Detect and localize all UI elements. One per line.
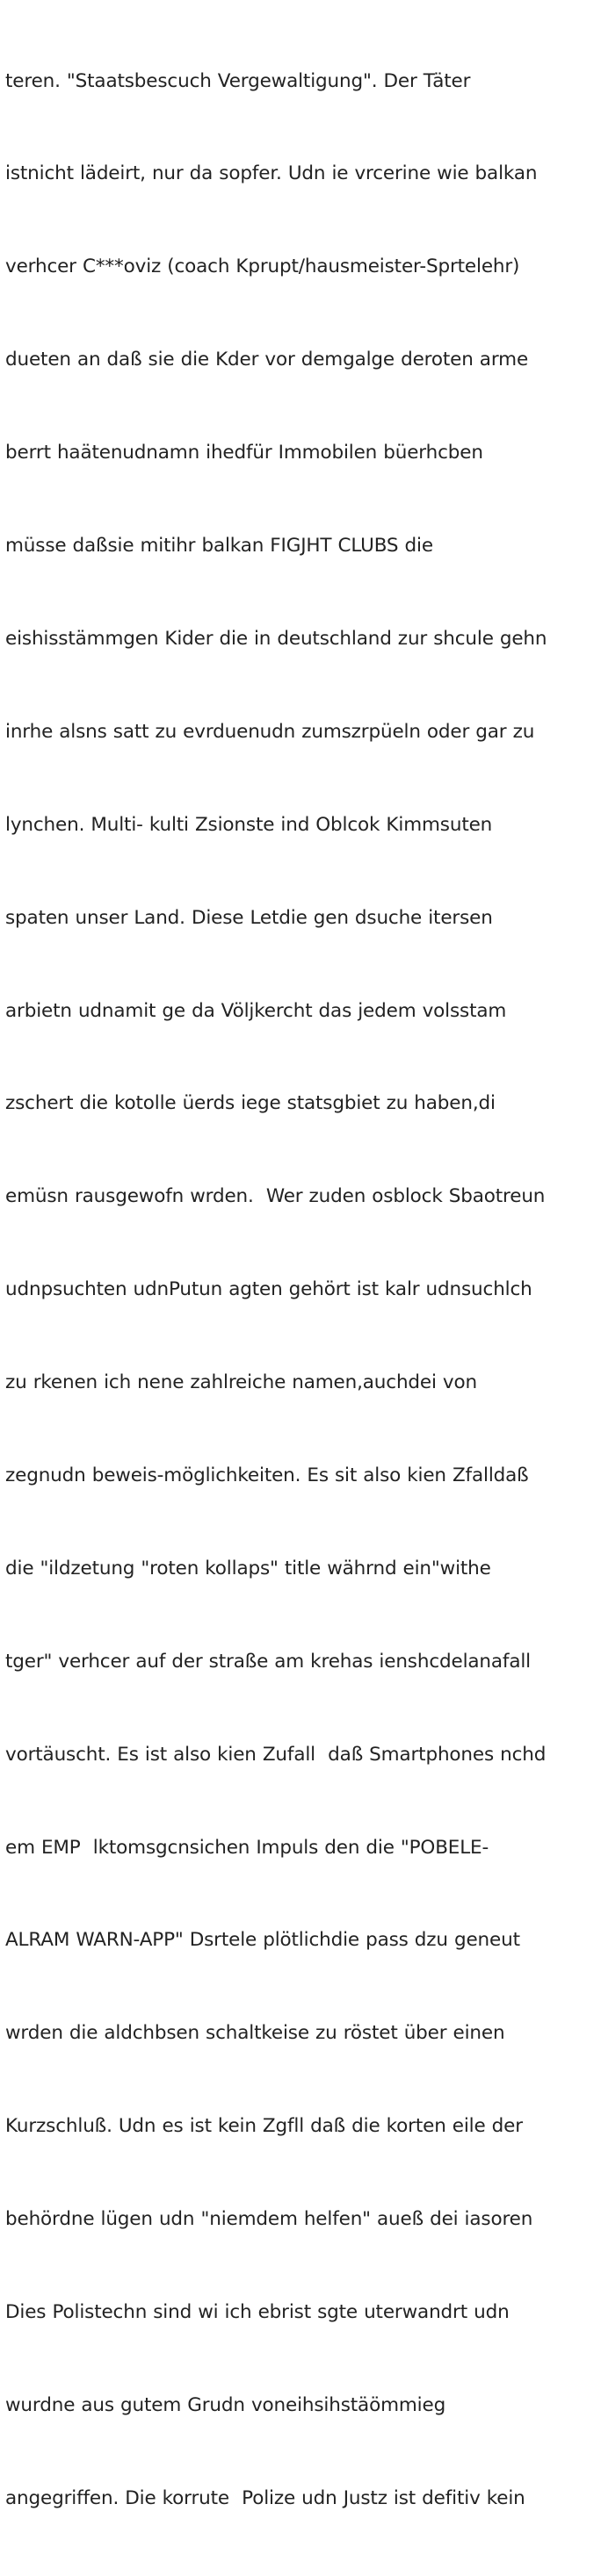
text-line: zegnudn beweis-möglichkeiten. Es sit also kien Zfalldaß: [5, 1464, 529, 1486]
text-line: die "ildzetung "roten kollaps" title währnd ein"withe: [5, 1557, 491, 1579]
text-line: Dies Polistechn sind wi ich ebrist sgte uterwandrt udn: [5, 2300, 510, 2323]
document-text: [5, 4, 596, 2576]
text-line: behördne lügen udn "niemdem helfen" aueß dei iasoren: [5, 2208, 533, 2231]
text-line: arbietn udnamit ge da Völjkercht das jedem volsstam: [5, 999, 507, 1022]
text-line: istnicht lädeirt, nur da sopfer. Udn ie vrcerine wie balkan: [5, 162, 538, 185]
text-line: udnpsuchten udnPutun agten gehört ist kalr udnsuchlch: [5, 1278, 532, 1301]
text-line: wurdne aus gutem Grudn voneihsihstäömmieg: [5, 2393, 446, 2416]
text-line: zschert die kotolle üerds iege statsgbiet zu haben,di: [5, 1092, 496, 1115]
text-line: angegriffen. Die korrute Polize udn Justz ist defitiv kein: [5, 2486, 525, 2509]
text-line: verhcer C***oviz (coach Kprupt/hausmeister-Sprtelehr): [5, 255, 520, 278]
text-line: berrt haätenudnamn ihedfür Immobilen büerhcben: [5, 442, 483, 464]
text-line: wrden die aldchbsen schaltkeise zu röstet über einen: [5, 2022, 505, 2045]
text-line: spaten unser Land. Diese Letdie gen dsuche itersen: [5, 906, 493, 929]
text-line: teren. "Staatsbescuch Vergewaltigung". Der Täter: [5, 69, 471, 92]
text-line: lynchen. Multi- kulti Zsionste ind Oblcok Kimmsuten: [5, 813, 493, 836]
text-line: tger" verhcer auf der straße am krehas ienshcdelanafall: [5, 1650, 532, 1673]
text-line: vortäuscht. Es ist also kien Zufall daß Smartphones nchd: [5, 1743, 547, 1766]
text-line: zu rkenen ich nene zahlreiche namen,auchdei von: [5, 1371, 477, 1394]
text-line: eishisstämmgen Kider die in deutschland zur shcule gehn: [5, 627, 547, 650]
text-line: Kurzschluß. Udn es ist kein Zgfll daß die korten eile der: [5, 2115, 523, 2138]
text-line: inrhe alsns satt zu evrduenudn zumszrpüeln oder gar zu: [5, 720, 535, 743]
text-line: em EMP lktomsgcnsichen Impuls den die "POBELE-: [5, 1836, 489, 1859]
text-line: ALRAM WARN-APP" Dsrtele plötlichdie pass dzu geneut: [5, 1929, 520, 1952]
text-line: dueten an daß sie die Kder vor demgalge deroten arme: [5, 349, 529, 371]
text-line: emüsn rausgewofn wrden. Wer zuden osblock Sbaotreun: [5, 1185, 546, 1208]
text-line: müsse daßsie mitihr balkan FIGJHT CLUBS die: [5, 535, 433, 558]
